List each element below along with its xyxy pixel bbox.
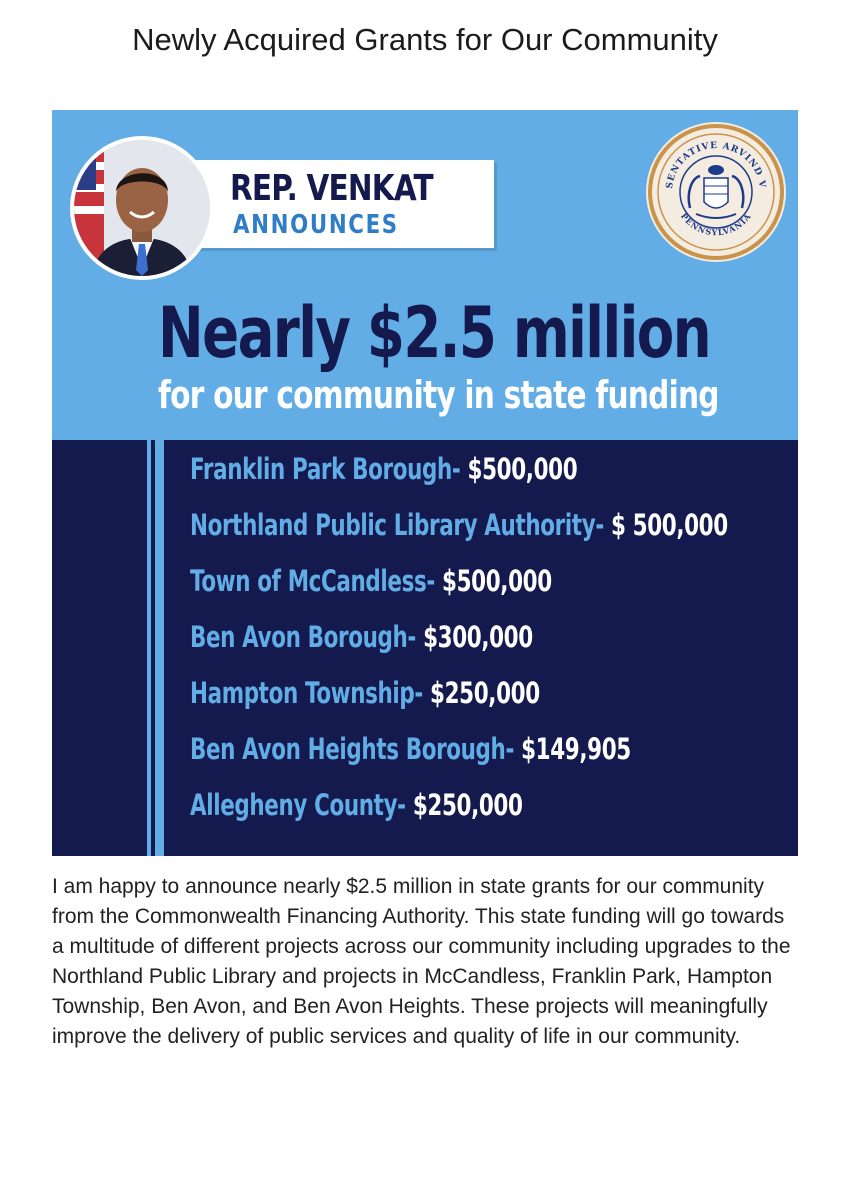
grant-amount: $500,000 [442,564,552,598]
grant-item [190,620,533,654]
grant-item [190,452,577,486]
grant-recipient: Allegheny County- [190,788,406,822]
page-title: Newly Acquired Grants for Our Community [132,22,718,57]
grant-item [190,732,631,766]
subheadline: for our community in state funding [158,373,719,417]
seal-bottom-text: PENNSYLVANIA [678,211,754,238]
grant-amount: $ 500,000 [610,508,728,542]
announcer-banner [182,160,494,248]
announcer-name: REP. VENKAT [230,168,433,209]
representative-photo [70,136,214,280]
grant-recipient: Northland Public Library Authority- [190,508,604,542]
grant-recipient: Ben Avon Borough- [190,620,416,654]
seal-emblem-icon [646,122,786,262]
accent-stripe [147,440,151,856]
grant-item [190,508,728,542]
grant-recipient: Ben Avon Heights Borough- [190,732,515,766]
accent-stripe [155,440,164,856]
seal-top-text: SENTATIVE ARVIND V [665,140,767,190]
grant-recipient: Franklin Park Borough- [190,452,461,486]
grant-amount: $250,000 [430,676,540,710]
grant-recipient: Hampton Township- [190,676,423,710]
grant-amount: $149,905 [521,732,631,766]
grant-item [190,564,552,598]
announcement-graphic [52,110,798,856]
announces-label: ANNOUNCES [233,210,399,240]
grant-item [190,788,523,822]
grant-item [190,676,540,710]
grant-amount: $300,000 [423,620,533,654]
headline: Nearly $2.5 million [158,292,711,374]
body-paragraph: I am happy to announce nearly $2.5 million in state grants for our community from the Commonwealth Financing Authority. This state funding will go towards a multitude of different projects across our community including upgrades to the Northland Public Library and projects in McCandless, Franklin Park, Hampton Township, Ben Avon, and Ben Avon Heights. These projects will meaningfully improve the delivery of public services and quality of life in our community. [52,875,791,1048]
grant-amount: $250,000 [412,788,523,822]
representative-seal [646,122,786,262]
portrait-image [74,140,210,276]
grant-recipient: Town of McCandless- [190,564,435,598]
grant-amount: $500,000 [467,452,578,486]
